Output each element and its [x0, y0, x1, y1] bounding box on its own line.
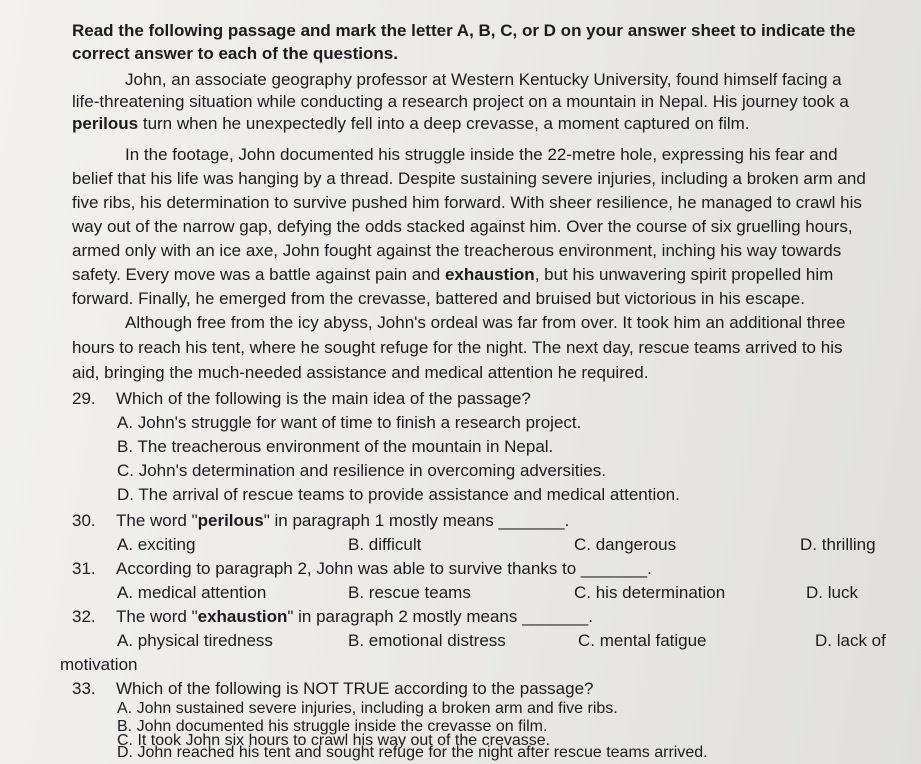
q29-option-b[interactable]: B. The treacherous environment of the mountain in Nepal.	[117, 437, 554, 456]
q32-option-a[interactable]: A. physical tiredness	[117, 631, 273, 650]
q31-option-b[interactable]: B. rescue teams	[348, 583, 471, 602]
passage-p2-line-4: way out of the narrow gap, defying the odds stacked against him. Over the course of six gruelling hours,	[72, 217, 853, 236]
passage-p2-line-5: armed only with an ice axe, John fought against the treacherous environment, inching his way towards	[72, 241, 842, 260]
question-stem: According to paragraph 2, John was able to survive thanks to _______.	[116, 559, 652, 578]
question-stem-post: " in paragraph 1 mostly means _______.	[263, 511, 570, 530]
question-number: 30.	[72, 511, 96, 530]
q30-option-d[interactable]: D. thrilling	[800, 535, 876, 554]
passage-p3-line-1: Although free from the icy abyss, John's ordeal was far from over. It took him an additional three	[125, 313, 846, 332]
q32-option-b[interactable]: B. emotional distress	[348, 631, 506, 650]
passage-p2-line-6	[72, 264, 891, 285]
q32-option-d-wrap: motivation	[60, 655, 138, 674]
q31-option-c[interactable]: C. his determination	[574, 583, 726, 602]
passage-p2-line-3: five ribs, his determination to survive pushed him forward. With sheer resilience, he managed to crawl his	[72, 193, 862, 212]
question-32	[72, 606, 891, 627]
instructions-line-1: Read the following passage and mark the letter A, B, C, or D on your answer sheet to indicate the	[72, 21, 856, 40]
q31-option-a[interactable]: A. medical attention	[117, 583, 267, 602]
q32-option-d[interactable]: D. lack of	[815, 631, 886, 650]
passage-p1-line-3-rest: turn when he unexpectedly fell into a deep crevasse, a moment captured on film.	[138, 114, 750, 133]
q29-option-a[interactable]: A. John's struggle for want of time to finish a research project.	[117, 413, 582, 432]
question-keyword: perilous	[197, 511, 264, 530]
instructions-line-2: correct answer to each of the questions.	[72, 44, 398, 63]
q30-option-c[interactable]: C. dangerous	[574, 535, 677, 554]
question-29	[72, 388, 891, 409]
passage-p1-line-1: John, an associate geography professor at Western Kentucky University, found himself facing a	[125, 70, 842, 89]
question-stem: Which of the following is the main idea of the passage?	[116, 389, 531, 408]
q30-options	[0, 534, 921, 555]
passage-p2-line-1: In the footage, John documented his struggle inside the 22-metre hole, expressing his fear and	[125, 145, 838, 164]
question-stem-pre: The word "	[116, 511, 198, 530]
question-number: 31.	[72, 559, 96, 578]
question-number: 29.	[72, 389, 96, 408]
q31-options	[0, 582, 921, 603]
q32-option-c[interactable]: C. mental fatigue	[578, 631, 707, 650]
passage-p2-line-2: belief that his life was hanging by a thread. Despite sustaining severe injuries, including a broken arm and	[72, 169, 866, 188]
keyword-perilous: perilous	[72, 114, 139, 133]
question-stem: Which of the following is NOT TRUE according to the passage?	[116, 679, 594, 698]
q30-option-b[interactable]: B. difficult	[348, 535, 422, 554]
passage-p1-line-3	[72, 113, 891, 134]
q33-option-a[interactable]: A. John sustained severe injuries, including a broken arm and five ribs.	[117, 700, 618, 717]
question-stem-pre: The word "	[116, 607, 198, 626]
passage-p1-line-2: life-threatening situation while conducting a research project on a mountain in Nepal. His journey took a	[72, 92, 849, 111]
question-number: 32.	[72, 607, 96, 626]
passage-p2-line-6-rest: , but his unwavering spirit propelled him	[534, 265, 834, 284]
keyword-exhaustion: exhaustion	[444, 265, 535, 284]
question-number: 33.	[72, 679, 96, 698]
q29-option-d[interactable]: D. The arrival of rescue teams to provide assistance and medical attention.	[117, 485, 680, 504]
passage-p2-line-7: forward. Finally, he emerged from the crevasse, battered and bruised but victorious in his escape.	[72, 289, 805, 308]
q29-option-c[interactable]: C. John's determination and resilience in overcoming adversities.	[117, 461, 606, 480]
passage-p3-line-3: aid, bringing the much-needed assistance and medical attention he required.	[72, 363, 649, 382]
question-30	[72, 510, 891, 531]
question-keyword: exhaustion	[197, 607, 288, 626]
q33-option-c[interactable]: C. It took John six hours to crawl his way out of the crevasse.	[117, 732, 551, 749]
q32-options	[0, 630, 921, 651]
passage-p2-line-6-start: safety. Every move was a battle against pain and	[72, 265, 445, 284]
q31-option-d[interactable]: D. luck	[806, 583, 858, 602]
passage-p3-line-2: hours to reach his tent, where he sought refuge for the night. The next day, rescue teams arrived to his	[72, 338, 843, 357]
q33-option-d[interactable]: D. John reached his tent and sought refuge for the night after rescue teams arrived.	[117, 744, 708, 761]
q30-option-a[interactable]: A. exciting	[117, 535, 196, 554]
question-31	[72, 558, 891, 579]
question-33	[72, 678, 891, 699]
question-stem-post: " in paragraph 2 mostly means _______.	[287, 607, 593, 626]
q33-option-b[interactable]: B. John documented his struggle inside the crevasse on film.	[117, 718, 548, 735]
